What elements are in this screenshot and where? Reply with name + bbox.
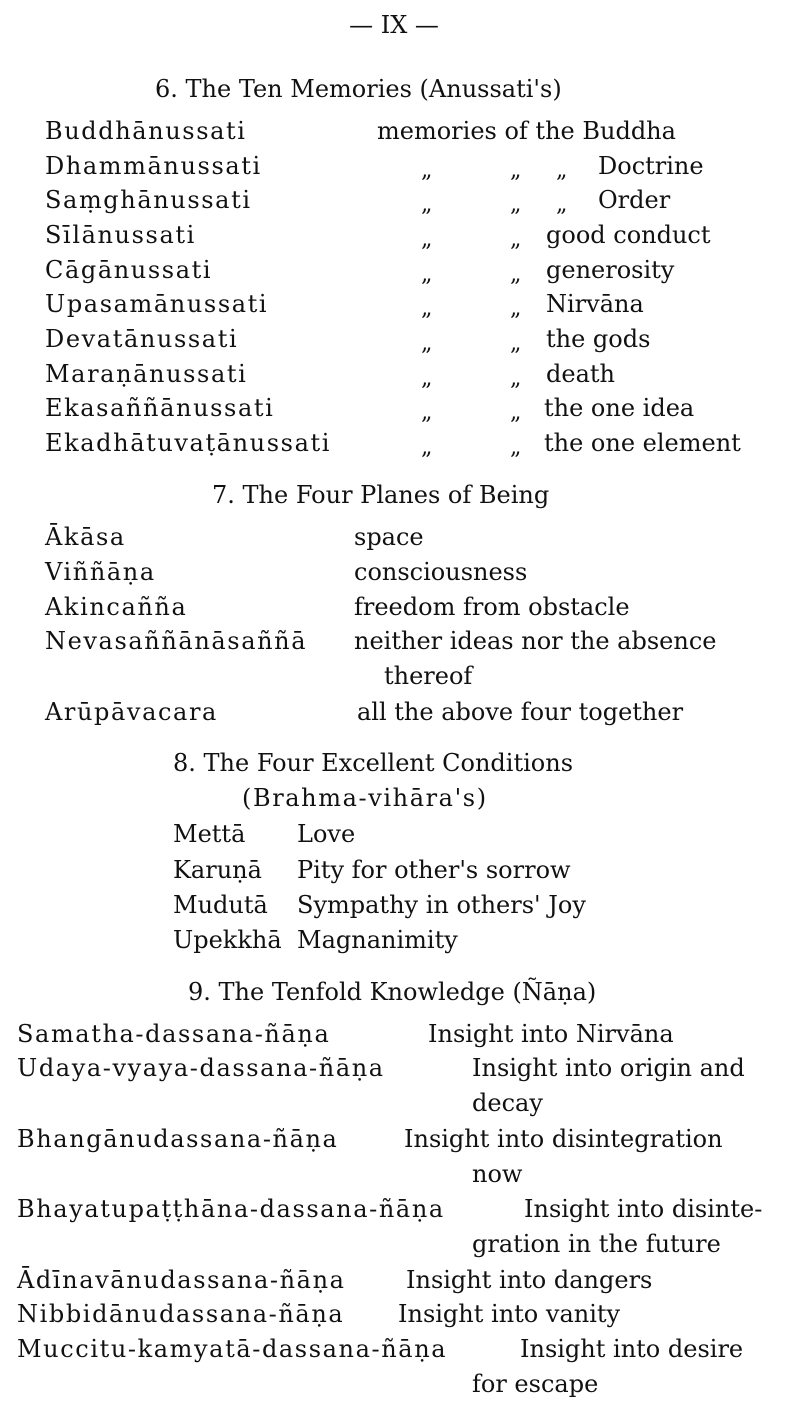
ditto-mark: „ bbox=[556, 158, 568, 183]
knowledge-term: Nibbidānudassana-ñāṇa bbox=[17, 1300, 345, 1328]
memory-term: Sīlānussati bbox=[45, 221, 196, 249]
section-title-conditions: 8. The Four Excellent Conditions bbox=[173, 749, 574, 777]
knowledge-meaning-continued: for escape bbox=[472, 1370, 599, 1398]
memory-meaning: Nirvāna bbox=[546, 290, 644, 318]
section-title-planes: 7. The Four Planes of Being bbox=[212, 481, 550, 509]
knowledge-meaning: Insight into disintegration bbox=[404, 1125, 723, 1153]
condition-meaning: Pity for other's sorrow bbox=[297, 856, 571, 884]
condition-meaning: Magnanimity bbox=[297, 926, 458, 954]
ditto-mark: „ bbox=[421, 366, 433, 391]
memory-meaning: the gods bbox=[546, 325, 651, 353]
memory-term: Dhammānussati bbox=[45, 152, 262, 180]
knowledge-term: Udaya-vyaya-dassana-ñāṇa bbox=[17, 1054, 385, 1082]
ditto-mark: „ bbox=[421, 331, 433, 356]
knowledge-term: Muccitu-kamyatā-dassana-ñāṇa bbox=[17, 1335, 448, 1363]
condition-meaning: Sympathy in others' Joy bbox=[297, 891, 586, 919]
section-title-knowledge: 9. The Tenfold Knowledge (Ñāṇa) bbox=[188, 978, 597, 1006]
plane-term: Arūpāvacara bbox=[45, 698, 218, 726]
knowledge-meaning: Insight into vanity bbox=[398, 1300, 621, 1328]
section-subtitle-conditions: (Brahma-vihāra's) bbox=[242, 784, 488, 812]
memory-meaning: Doctrine bbox=[598, 152, 704, 180]
ditto-mark: „ bbox=[421, 227, 433, 252]
ditto-mark: „ bbox=[556, 192, 568, 217]
ditto-mark: „ bbox=[510, 227, 522, 252]
memory-term: Maraṇānussati bbox=[45, 360, 248, 388]
knowledge-meaning: Insight into Nirvāna bbox=[428, 1020, 674, 1048]
knowledge-term: Bhangānudassana-ñāṇa bbox=[17, 1125, 339, 1153]
condition-term: Mettā bbox=[173, 820, 246, 848]
memory-term: Ekasaññānussati bbox=[45, 394, 275, 422]
ditto-mark: „ bbox=[510, 400, 522, 425]
memory-meaning: the one idea bbox=[544, 394, 695, 422]
knowledge-term: Bhayatupaṭṭhāna-dassana-ñāṇa bbox=[17, 1195, 445, 1223]
memory-term: Ekadhātuvaṭānussati bbox=[45, 429, 331, 457]
plane-term: Ākāsa bbox=[45, 523, 126, 551]
plane-term: Nevasaññānāsaññā bbox=[45, 627, 308, 655]
condition-meaning: Love bbox=[297, 820, 356, 848]
knowledge-meaning: Insight into desire bbox=[520, 1335, 744, 1363]
ditto-mark: „ bbox=[421, 435, 433, 460]
ditto-mark: „ bbox=[510, 435, 522, 460]
condition-term: Upekkhā bbox=[173, 926, 282, 954]
plane-meaning: freedom from obstacle bbox=[354, 593, 630, 621]
plane-term: Viññāṇa bbox=[45, 558, 156, 586]
memory-term: Cāgānussati bbox=[45, 256, 213, 284]
ditto-mark: „ bbox=[510, 158, 522, 183]
condition-term: Mudutā bbox=[173, 891, 268, 919]
memory-meaning: memories of the Buddha bbox=[377, 117, 676, 145]
ditto-mark: „ bbox=[510, 366, 522, 391]
ditto-mark: „ bbox=[510, 296, 522, 321]
page-number: — IX — bbox=[349, 11, 439, 39]
memory-meaning: generosity bbox=[546, 256, 675, 284]
memory-term: Upasamānussati bbox=[45, 290, 269, 318]
knowledge-term: Samatha-dassana-ñāṇa bbox=[17, 1020, 331, 1048]
plane-meaning: space bbox=[354, 523, 424, 551]
knowledge-term: Ādīnavānudassana-ñāṇa bbox=[17, 1266, 346, 1294]
plane-meaning: neither ideas nor the absence bbox=[354, 627, 717, 655]
memory-meaning: the one element bbox=[544, 429, 741, 457]
memory-term: Devatānussati bbox=[45, 325, 239, 353]
plane-meaning: consciousness bbox=[354, 558, 528, 586]
memory-meaning: death bbox=[546, 360, 615, 388]
memory-term: Saṃghānussati bbox=[45, 186, 252, 214]
knowledge-meaning-continued: now bbox=[472, 1160, 523, 1188]
plane-meaning: all the above four together bbox=[357, 698, 684, 726]
ditto-mark: „ bbox=[421, 400, 433, 425]
memory-term: Buddhānussati bbox=[45, 117, 247, 145]
plane-term: Akincañña bbox=[45, 593, 188, 621]
ditto-mark: „ bbox=[510, 192, 522, 217]
plane-meaning-continued: thereof bbox=[384, 662, 473, 690]
knowledge-meaning: Insight into disinte- bbox=[524, 1195, 763, 1223]
knowledge-meaning-continued: gration in the future bbox=[472, 1230, 721, 1258]
knowledge-meaning: Insight into origin and bbox=[472, 1054, 745, 1082]
memory-meaning: good conduct bbox=[546, 221, 711, 249]
ditto-mark: „ bbox=[510, 262, 522, 287]
ditto-mark: „ bbox=[421, 296, 433, 321]
knowledge-meaning-continued: decay bbox=[472, 1089, 543, 1117]
memory-meaning: Order bbox=[598, 186, 671, 214]
section-title-memories: 6. The Ten Memories (Anussati's) bbox=[155, 75, 562, 103]
knowledge-meaning: Insight into dangers bbox=[406, 1266, 653, 1294]
condition-term: Karuṇā bbox=[173, 856, 262, 884]
ditto-mark: „ bbox=[421, 158, 433, 183]
ditto-mark: „ bbox=[510, 331, 522, 356]
ditto-mark: „ bbox=[421, 192, 433, 217]
ditto-mark: „ bbox=[421, 262, 433, 287]
